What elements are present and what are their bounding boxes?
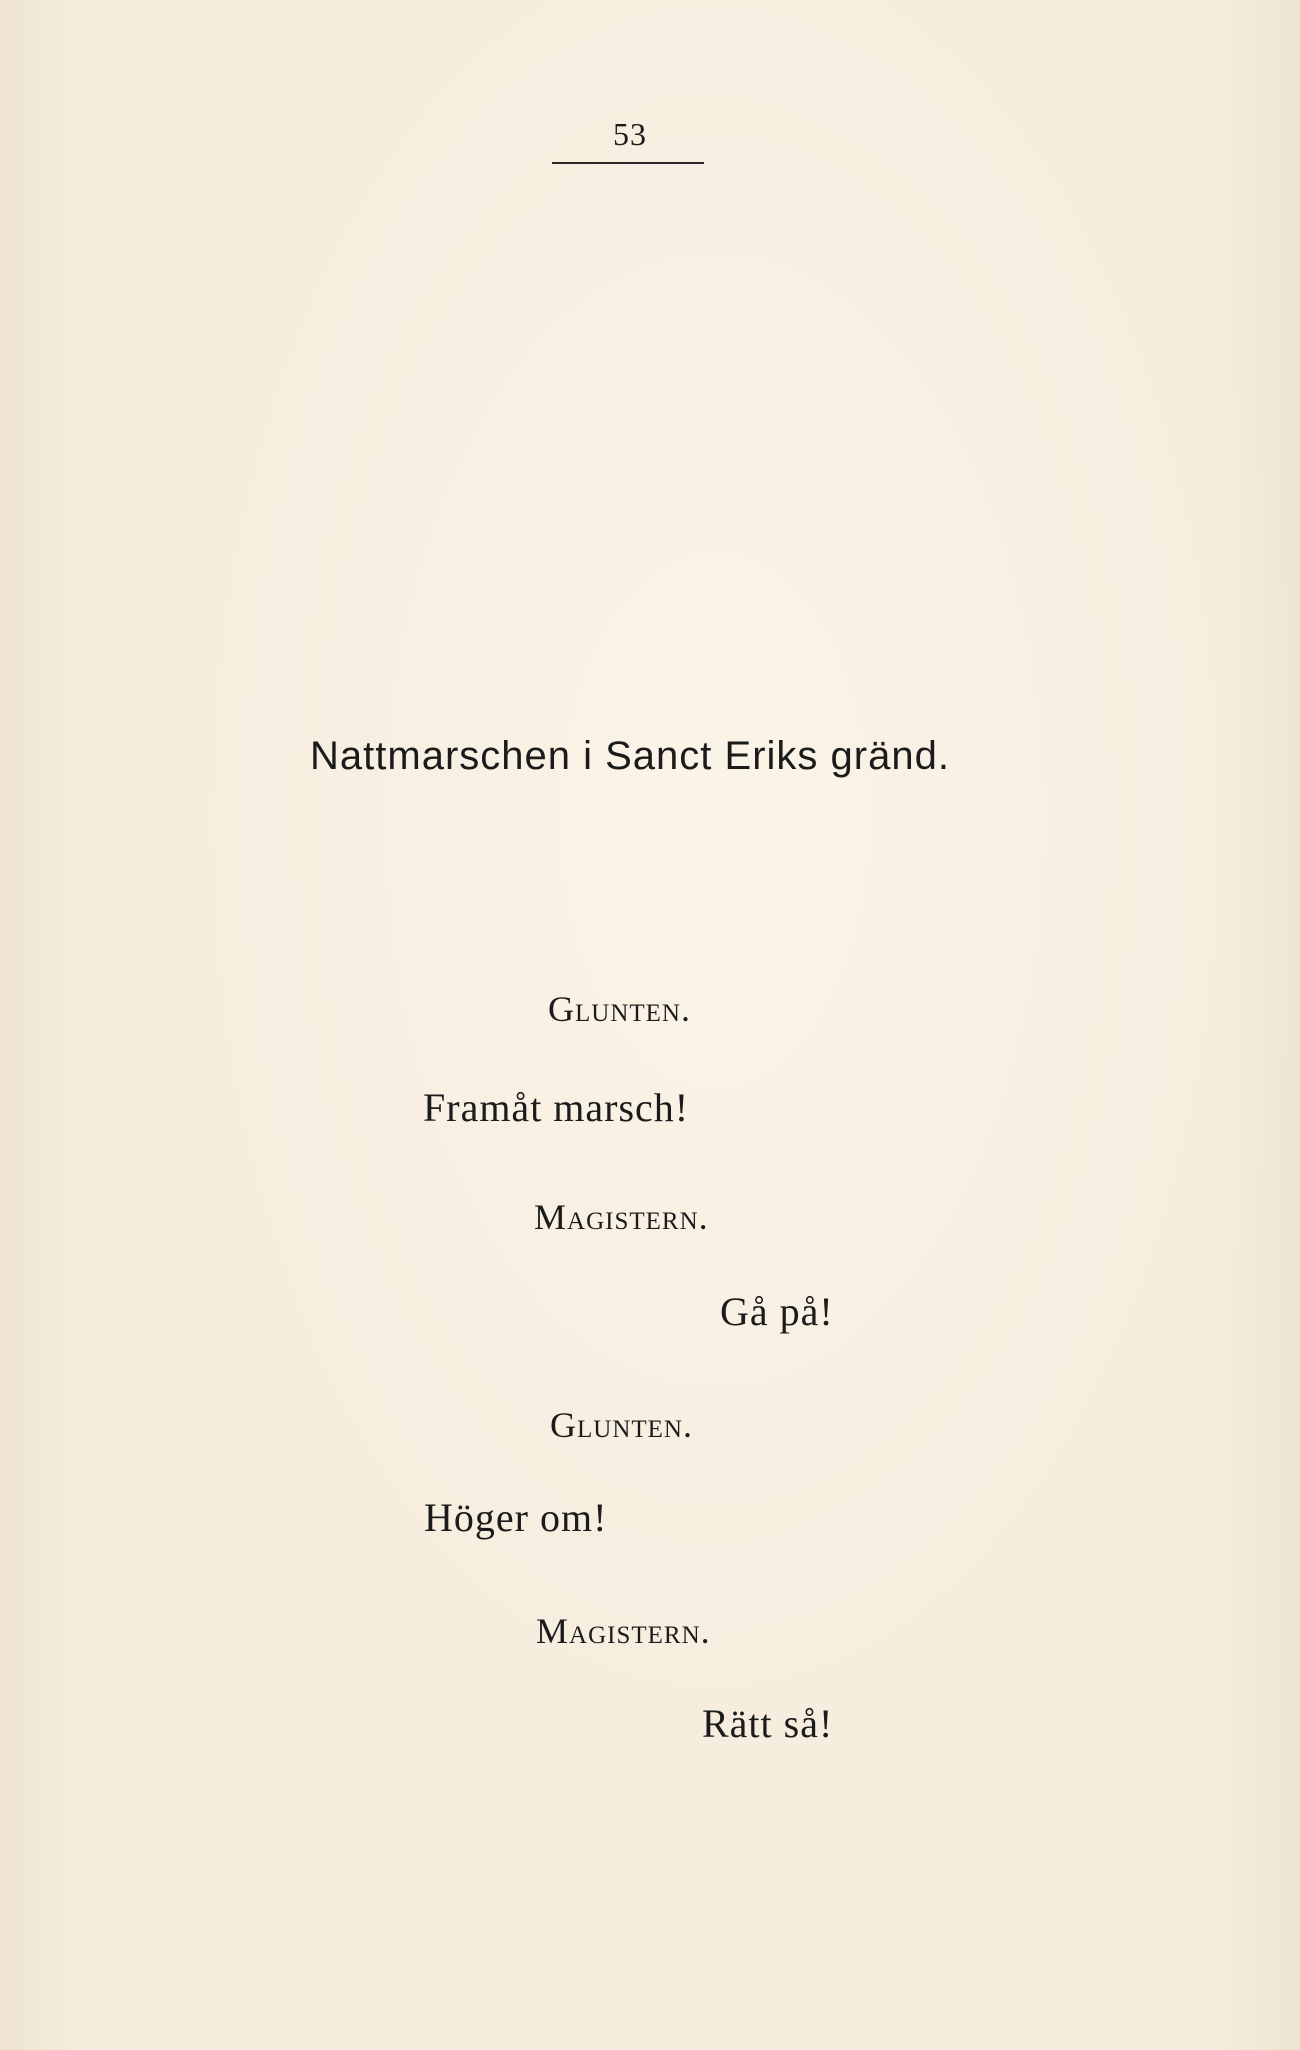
speaker-name: Glunten. (550, 1405, 693, 1445)
page-title: Nattmarschen i Sanct Eriks gränd. (310, 734, 950, 778)
dialogue-line: Framåt marsch! (423, 1085, 690, 1130)
speaker-name: Glunten. (548, 989, 691, 1029)
page-number-rule (552, 162, 704, 164)
page-number: 53 (613, 116, 647, 152)
speaker-name: Magistern. (536, 1611, 711, 1651)
speaker-name: Magistern. (534, 1197, 709, 1237)
dialogue-line: Höger om! (424, 1495, 608, 1540)
dialogue-line: Rätt så! (702, 1701, 834, 1746)
dialogue-line: Gå på! (720, 1289, 834, 1334)
